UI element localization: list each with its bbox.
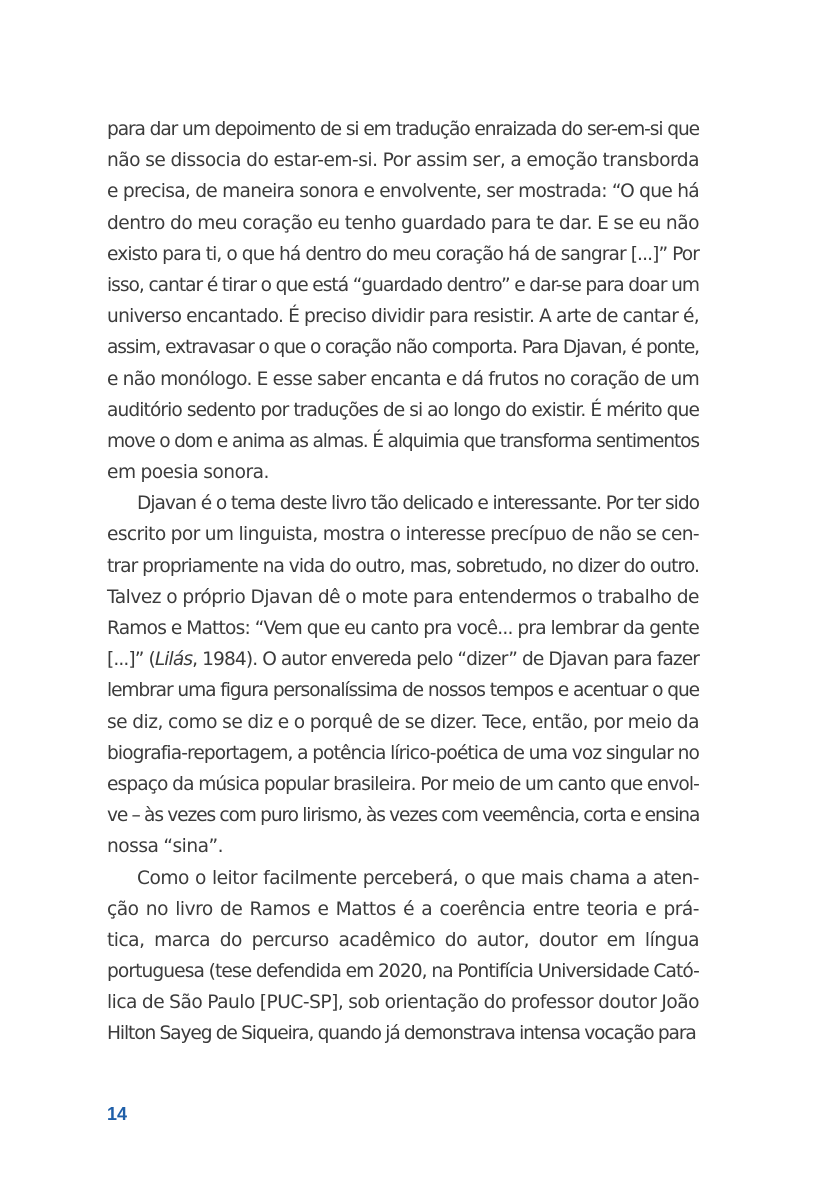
text-line: auditório sedento por traduções de si ao longo do existir. É mérito que [107,399,699,421]
paragraph [107,863,699,1050]
text-line: tica, marca do percurso acadêmico do autor, doutor em língua [107,929,699,951]
text-line: lembrar uma figura personalíssima de nossos tempos e acentuar o que [107,680,699,702]
text-line: dentro do meu coração eu tenho guardado para te dar. E se eu não [107,212,699,234]
text-line: isso, cantar é tirar o que está “guardado dentro” e dar-se para doar um [107,274,699,296]
work-title: Lilás [154,649,193,671]
text-line: espaço da música popular brasileira. Por meio de um canto que envol- [107,773,699,795]
text-line: Hilton Sayeg de Siqueira, quando já demonstrava intensa vocação para [107,1023,696,1045]
text-line: lica de São Paulo [PUC-SP], sob orientação do professor doutor João [107,992,699,1014]
text-line: Talvez o próprio Djavan dê o mote para entendermos o trabalho de [107,586,699,608]
body-text [107,114,699,1050]
text-line: Djavan é o tema deste livro tão delicado e interessante. Por ter sido [137,493,699,515]
text-line: Ramos e Mattos: “Vem que eu canto pra você... pra lembrar da gente [107,618,699,639]
text-line: trar propriamente na vida do outro, mas, sobretudo, no dizer do outro. [107,555,699,577]
text-line: Como o leitor facilmente perceberá, o que mais chama a aten- [137,867,699,889]
paragraph [107,114,699,488]
text-line: existo para ti, o que há dentro do meu coração há de sangrar [...]” Por [107,243,699,265]
text-line: universo encantado. É preciso dividir para resistir. A arte de cantar é, [107,306,699,328]
text-line: move o dom e anima as almas. É alquimia que transforma sentimentos [107,430,699,452]
text-line: se diz, como se diz e o porquê de se dizer. Tece, então, por meio da [107,711,699,733]
text-line: assim, extravasar o que o coração não comporta. Para Djavan, é ponte, [107,337,699,359]
text-line: para dar um depoimento de si em tradução enraizada do ser-em-si que [107,119,699,140]
text-line: [...]” (Lilás, 1984). O autor envereda pelo “dizer” de Djavan para fazer [107,649,699,671]
text-line: e precisa, de maneira sonora e envolvente, ser mostrada: “O que há [107,181,699,203]
text-line: biografia-reportagem, a potência lírico-poética de uma voz singular no [107,742,699,764]
text-line: nossa “sina”. [107,836,224,858]
page-number: 14 [107,1104,128,1124]
text-line: ção no livro de Ramos e Mattos é a coerência entre teoria e prá- [107,898,699,920]
text-line: portuguesa (tese defendida em 2020, na Pontifícia Universidade Cató- [107,961,699,983]
text-line: em poesia sonora. [107,462,269,484]
text-line: escrito por um linguista, mostra o interesse precípuo de não se cen- [107,524,699,546]
paragraph [107,488,699,862]
text-line: e não monólogo. E esse saber encanta e dá frutos no coração de um [107,368,699,390]
text-line: não se dissocia do estar-em-si. Por assim ser, a emoção transborda [107,150,699,172]
text-line: ve – às vezes com puro lirismo, às vezes com veemência, corta e ensina [107,805,700,827]
